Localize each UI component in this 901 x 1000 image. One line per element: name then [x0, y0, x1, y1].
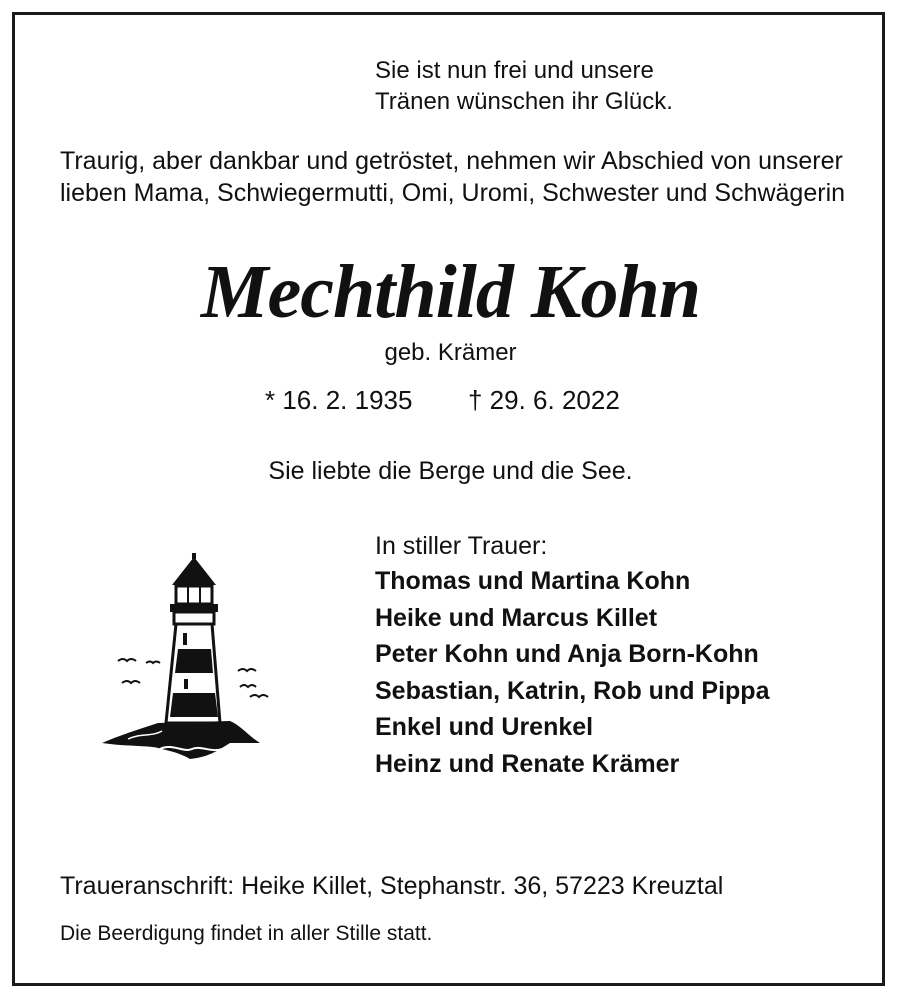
mourners-list — [375, 563, 769, 782]
list-item: Heinz und Renate Krämer — [375, 749, 680, 778]
intro-text: Traurig, aber dankbar und getröstet, nehmen wir Abschied von unserer lieben Mama, Schwiegermutti, Omi, Uromi, Schwester und Schwägerin — [60, 147, 846, 207]
poem-line-2: Tränen wünschen ihr Glück. — [375, 88, 673, 115]
death-date: † 29. 6. 2022 — [468, 385, 620, 415]
mourning-address: Traueranschrift: Heike Killet, Stephanstr. 36, 57223 Kreuztal — [60, 872, 724, 900]
mourners-heading: In stiller Trauer: — [375, 532, 548, 560]
list-item: Heike und Marcus Killet — [375, 603, 658, 632]
list-item: Enkel und Urenkel — [375, 713, 594, 741]
motto: Sie liebte die Berge und die See. — [268, 457, 633, 485]
maiden-name: geb. Krämer — [384, 339, 517, 366]
list-item: Thomas und Martina Kohn — [375, 567, 691, 595]
burial-note: Die Beerdigung findet in aller Stille statt. — [60, 922, 433, 945]
list-item: Sebastian, Katrin, Rob und Pippa — [375, 676, 770, 705]
poem-line-1: Sie ist nun frei und unsere — [375, 57, 654, 84]
lighthouse-icon — [100, 553, 270, 763]
birth-date: * 16. 2. 1935 — [265, 385, 413, 415]
list-item: Peter Kohn und Anja Born-Kohn — [375, 640, 759, 668]
deceased-name: Mechthild Kohn — [200, 250, 701, 334]
poem — [375, 55, 673, 117]
